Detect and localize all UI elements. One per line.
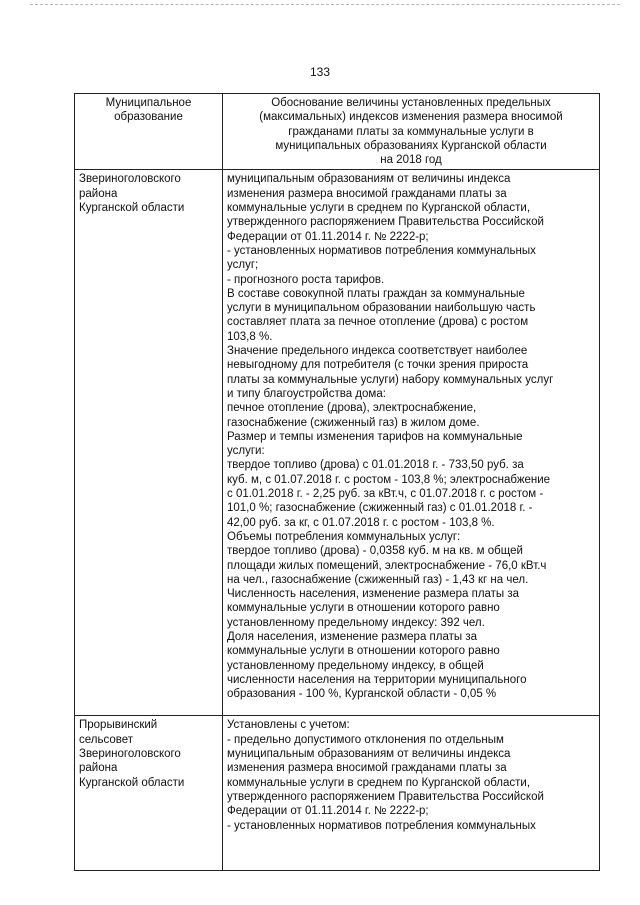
justification-line: 101,0 %; газоснабжение (сжиженный газ) с 01.01.2018 г. -: [227, 502, 533, 515]
justification-line: с 01.01.2018 г. - 2,25 руб. за кВт.ч, с 01.07.2018 г. с ростом -: [227, 488, 544, 501]
justification-line: платы за коммунальные услуги) набору коммунальных услуг: [227, 373, 554, 386]
justification-line: численности населения на территории муниципального: [227, 673, 527, 686]
justification-line: Установлены с учетом:: [227, 719, 350, 732]
justification-line: услуги в муниципальном образовании наибольшую часть: [227, 302, 536, 315]
justification-line: Значение предельного индекса соответствует наиболее: [227, 345, 528, 358]
header-justification-line: Обоснование величины установленных предельных: [271, 97, 551, 109]
justification-line: В составе совокупной платы граждан за коммунальные: [227, 287, 525, 300]
justification-line: Численность населения, изменение размера платы за: [227, 588, 520, 601]
justification-line: изменения размера вносимой гражданами платы за: [227, 762, 507, 775]
header-justification: [223, 94, 600, 170]
justification-line: муниципальным образованиям от величины индекса: [227, 748, 511, 761]
justification-line: изменения размера вносимой гражданами платы за: [227, 187, 507, 200]
municipality-cell: [75, 716, 223, 871]
municipality-line: района: [79, 762, 118, 775]
table-header-row: [75, 94, 600, 170]
header-justification-line: гражданами платы за коммунальные услуги в: [288, 125, 534, 138]
justification-line: - предельно допустимого отклонения по отдельным: [227, 733, 504, 746]
justification-line: твердое топливо (дрова) - 0,0358 куб. м на кв. м общей: [227, 545, 523, 558]
table-row: [75, 170, 600, 716]
justification-line: Объемы потребления коммунальных услуг:: [227, 530, 461, 543]
justification-line: невыгодному для потребителя (с точки зрения прироста: [227, 359, 529, 372]
justification-line: установленному предельному индексу: 392 чел.: [227, 616, 485, 629]
municipality-line: Курганской области: [79, 776, 185, 789]
header-municipality-line: образование: [114, 111, 183, 124]
municipality-line: Прорывинский: [79, 719, 158, 732]
scan-artifact-line: [30, 4, 620, 5]
header-municipality-line: Муниципальное: [105, 97, 192, 109]
justification-line: газоснабжение (сжиженный газ) в жилом доме.: [227, 416, 480, 429]
municipality-line: Звериноголовского: [79, 173, 181, 186]
justification-line: и типу благоустройства дома:: [227, 387, 386, 400]
page-number: 133: [309, 65, 331, 79]
justification-line: услуг;: [227, 259, 259, 272]
municipality-cell: [75, 170, 223, 716]
justification-line: - установленных нормативов потребления коммунальных: [227, 819, 536, 832]
justification-line: утвержденного распоряжением Правительства Российской: [227, 790, 544, 803]
municipality-line: сельсовет: [79, 733, 134, 746]
header-justification-line: муниципальных образованиях Курганской области: [275, 139, 547, 152]
municipality-line: района: [79, 187, 118, 200]
justification-line: куб. м, с 01.07.2018 г. с ростом - 103,8 %; электроснабжение: [227, 473, 551, 486]
justification-table: [74, 93, 600, 871]
justification-line: муниципальным образованиям от величины индекса: [227, 173, 511, 186]
justification-line: составляет плата за печное отопление (дрова) с ростом: [227, 316, 529, 329]
justification-line: - установленных нормативов потребления коммунальных: [227, 244, 536, 257]
justification-cell: [223, 170, 600, 716]
justification-line: услуги:: [227, 445, 265, 458]
municipality-line: Звериноголовского: [79, 748, 181, 761]
justification-line: площади жилых помещений, электроснабжение - 76,0 кВт.ч: [227, 559, 547, 572]
justification-line: установленному предельному индексу, в общей: [227, 659, 484, 672]
header-justification-line: на 2018 год: [380, 154, 442, 167]
justification-line: утвержденного распоряжением Правительства Российской: [227, 216, 544, 229]
justification-line: Федерации от 01.11.2014 г. № 2222-р;: [227, 230, 429, 243]
justification-line: коммунальные услуги в среднем по Курганской области,: [227, 202, 531, 215]
justification-line: коммунальные услуги в отношении которого равно: [227, 602, 500, 615]
justification-line: образования - 100 %, Курганской области - 0,05 %: [227, 688, 497, 701]
justification-line: печное отопление (дрова), электроснабжение,: [227, 402, 477, 415]
municipality-line: Курганской области: [79, 202, 185, 215]
justification-line: 42,00 руб. за кг, с 01.07.2018 г. с ростом - 103,8 %.: [227, 516, 495, 529]
justification-cell: [223, 716, 600, 871]
justification-line: на чел., газоснабжение (сжиженный газ) - 1,43 кг на чел.: [227, 573, 529, 586]
table-row: [75, 716, 600, 871]
justification-line: - прогнозного роста тарифов.: [227, 273, 385, 286]
justification-line: коммунальные услуги в среднем по Курганской области,: [227, 776, 531, 789]
justification-line: коммунальные услуги в отношении которого равно: [227, 645, 500, 658]
justification-line: Доля населения, изменение размера платы за: [227, 630, 478, 643]
header-justification-line: (максимальных) индексов изменения размера вносимой: [259, 111, 563, 124]
header-municipality: [75, 94, 223, 170]
justification-line: Федерации от 01.11.2014 г. № 2222-р;: [227, 805, 429, 818]
justification-line: Размер и темпы изменения тарифов на коммунальные: [227, 430, 523, 443]
justification-line: твердое топливо (дрова) с 01.01.2018 г. - 733,50 руб. за: [227, 459, 524, 472]
justification-line: 103,8 %.: [227, 330, 273, 343]
